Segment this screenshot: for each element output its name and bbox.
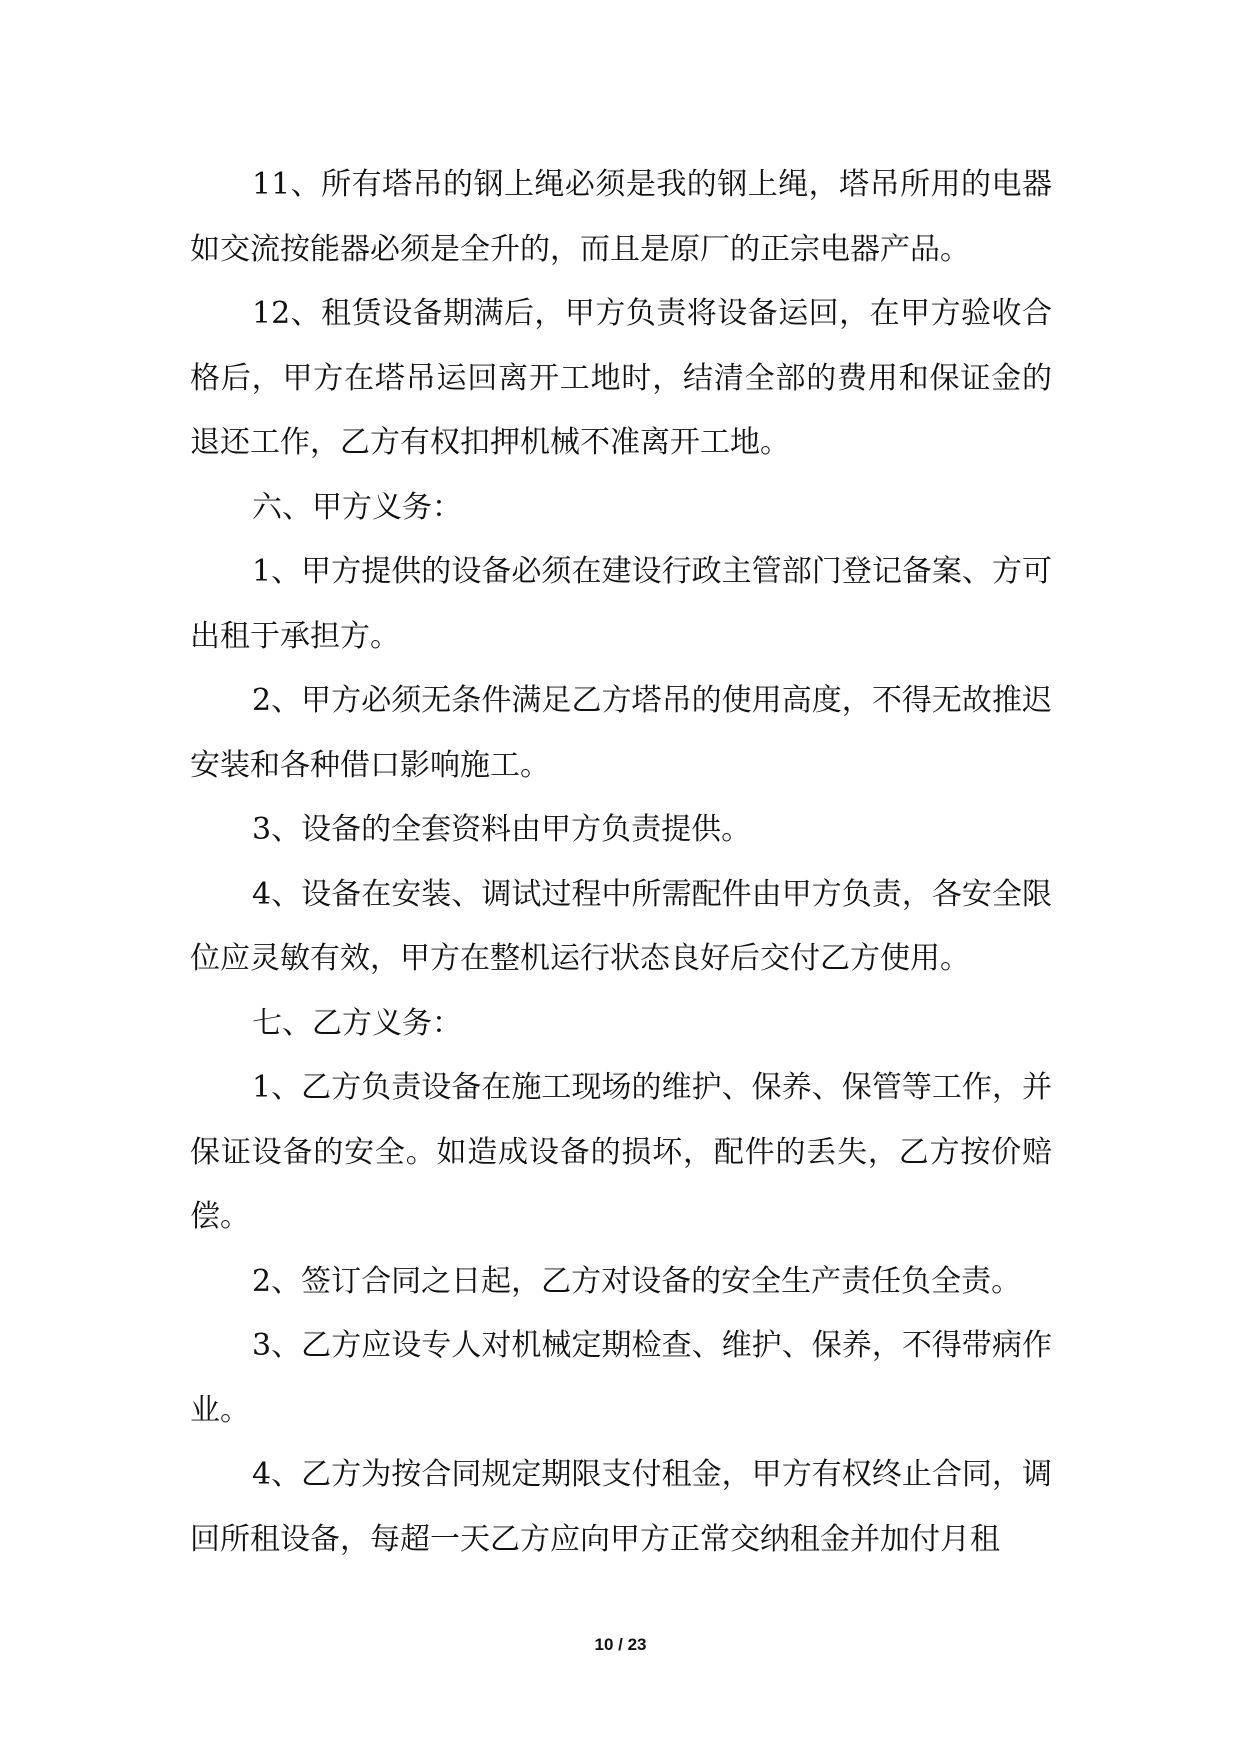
paragraph-party-a-3: 3、设备的全套资料由甲方负责提供。 xyxy=(252,812,752,847)
paragraph-clause-11: 11、所有塔吊的钢上绳必须是我的钢上绳，塔吊所用的电器如交流按能器必须是全升的，而且是原厂的正宗电器产品。 xyxy=(190,167,1052,267)
section-heading-party-b-obligations: 七、乙方义务： xyxy=(252,1005,462,1041)
paragraph-party-b-3: 3、乙方应设专人对机械定期检查、维护、保养，不得带病作业。 xyxy=(190,1328,1052,1428)
paragraph-party-b-1: 1、乙方负责设备在施工现场的维护、保养、保管等工作，并保证设备的安全。如造成设备的损坏，配件的丢失，乙方按价赔偿。 xyxy=(190,1070,1052,1234)
paragraph-party-a-1: 1、甲方提供的设备必须在建设行政主管部门登记备案、方可出租于承担方。 xyxy=(190,554,1052,654)
paragraph-clause-12: 12、租赁设备期满后，甲方负责将设备运回，在甲方验收合格后，甲方在塔吊运回离开工地时，结清全部的费用和保证金的退还工作，乙方有权扣押机械不准离开工地。 xyxy=(190,296,1052,460)
document-body xyxy=(190,153,1052,1572)
paragraph-party-b-4: 4、乙方为按合同规定期限支付租金，甲方有权终止合同，调回所租设备，每超一天乙方应向甲方正常交纳租金并加付月租 xyxy=(190,1457,1052,1557)
section-heading-party-a-obligations: 六、甲方义务： xyxy=(252,489,462,525)
paragraph-party-b-2: 2、签订合同之日起，乙方对设备的安全生产责任负全责。 xyxy=(252,1263,1022,1299)
paragraph-party-a-2: 2、甲方必须无条件满足乙方塔吊的使用高度，不得无故推迟安装和各种借口影响施工。 xyxy=(190,683,1052,783)
paragraph-party-a-4: 4、设备在安装、调试过程中所需配件由甲方负责，各安全限位应灵敏有效，甲方在整机运行状态良好后交付乙方使用。 xyxy=(190,876,1052,976)
page-number: 10 / 23 xyxy=(594,1635,647,1654)
